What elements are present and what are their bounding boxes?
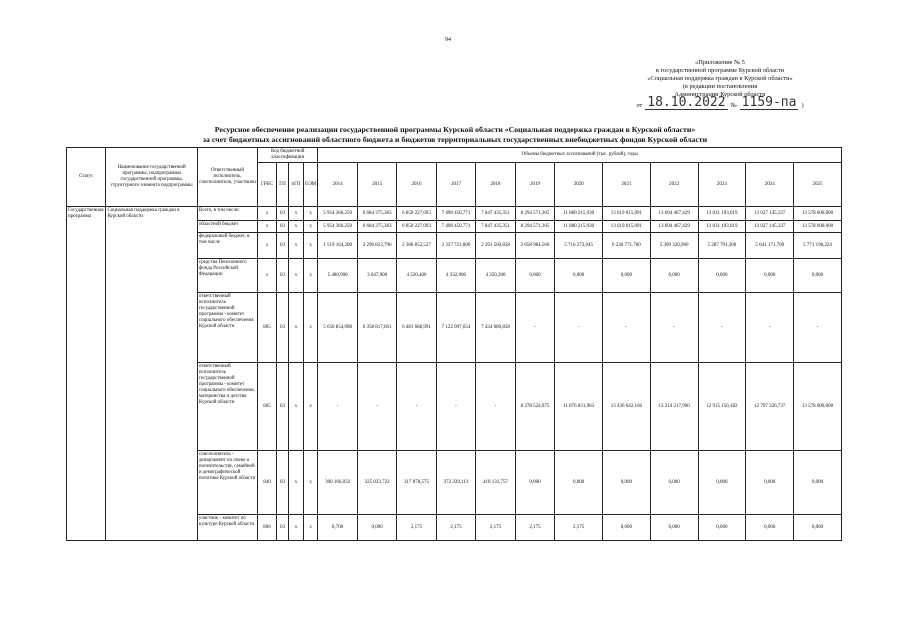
executor-cell: Всего, в том числе: xyxy=(197,207,257,221)
value-cell: 0,000 xyxy=(746,515,794,541)
value-cell: 2,175 xyxy=(515,515,554,541)
resolution-date: 18.10.2022 xyxy=(647,95,726,110)
value-cell: - xyxy=(650,293,698,363)
value-cell: 0,000 xyxy=(602,451,650,515)
value-cell: 5 716 273,045 xyxy=(555,233,603,259)
value-cell: 2,175 xyxy=(555,515,603,541)
resource-table xyxy=(66,147,842,541)
value-cell: 11 876 831,963 xyxy=(555,363,603,451)
value-cell: 13 027 145,337 xyxy=(746,207,794,221)
value-cell: - xyxy=(318,363,357,451)
value-cell: 0,000 xyxy=(746,451,794,515)
code-cell: x xyxy=(289,293,304,363)
code-cell: x xyxy=(303,221,318,233)
header-year: 2023 xyxy=(698,163,746,207)
value-cell: 2,175 xyxy=(476,515,515,541)
value-cell: 0,000 xyxy=(515,259,554,293)
value-cell: 0,000 xyxy=(602,259,650,293)
title-line-2: за счет бюджетных ассигнований областного бюджета и бюджетов территориальных государственных внебюджетных фондов Курской области xyxy=(202,135,708,144)
header-grbs: ГРБС xyxy=(258,163,277,207)
value-cell: 6 684 375,383 xyxy=(357,221,396,233)
header-status: Статус xyxy=(67,148,106,207)
resolution-date-line xyxy=(600,97,840,110)
appendix-line: (в редакции постановления xyxy=(682,83,758,90)
value-cell: 4 350,200 xyxy=(476,259,515,293)
appendix-line: к государственной программе Курской области xyxy=(655,67,785,74)
code-cell: x xyxy=(258,207,277,221)
value-cell: 8 294 571,305 xyxy=(515,207,554,221)
header-name: Наименование государственной программы, подпрограммы государственной программы, структурного элемента подпрограммы xyxy=(106,148,197,207)
executor-cell: участник - комитет по культуре Курской области xyxy=(197,515,257,541)
value-cell: - xyxy=(698,293,746,363)
value-cell: 13 031 193,019 xyxy=(698,221,746,233)
value-cell: 13 436 642,166 xyxy=(602,363,650,451)
table-body xyxy=(67,207,842,541)
value-cell: - xyxy=(555,293,603,363)
value-cell: 6 850 227,093 xyxy=(397,207,436,221)
value-cell: 4 332,900 xyxy=(436,259,475,293)
code-cell: x xyxy=(303,363,318,451)
code-cell: x xyxy=(289,207,304,221)
code-cell: 03 xyxy=(276,221,288,233)
value-cell: 7 498 450,771 xyxy=(436,207,475,221)
value-cell: 8 278 524,975 xyxy=(515,363,554,451)
value-cell: 6 684 375,383 xyxy=(357,207,396,221)
code-cell: 805 xyxy=(258,363,277,451)
value-cell: - xyxy=(436,363,475,451)
value-cell: 317 878,575 xyxy=(397,451,436,515)
value-cell: 5 771 198,224 xyxy=(794,233,842,259)
value-cell: 5 641 171,700 xyxy=(746,233,794,259)
header-osm: ОЭМ xyxy=(303,163,318,207)
header-year: 2021 xyxy=(602,163,650,207)
code-cell: x xyxy=(289,259,304,293)
value-cell: 13 619 015,091 xyxy=(602,207,650,221)
value-cell: 2,175 xyxy=(436,515,475,541)
number-prefix: № xyxy=(730,102,737,109)
code-cell: x xyxy=(258,221,277,233)
value-cell: 13 694 467,429 xyxy=(650,221,698,233)
value-cell: - xyxy=(476,363,515,451)
code-cell: 840 xyxy=(258,451,277,515)
value-cell: 12 915 156,182 xyxy=(698,363,746,451)
value-cell: - xyxy=(746,293,794,363)
code-cell: 03 xyxy=(276,363,288,451)
document-title xyxy=(60,125,850,145)
value-cell: 13 694 467,429 xyxy=(650,207,698,221)
code-cell: x xyxy=(303,293,318,363)
value-cell: 0,000 xyxy=(602,515,650,541)
value-cell: 7 498 450,771 xyxy=(436,221,475,233)
date-prefix: от xyxy=(636,102,643,109)
value-cell: 6 236 771,700 xyxy=(602,233,650,259)
value-cell: 0,000 xyxy=(794,259,842,293)
code-cell: 03 xyxy=(276,451,288,515)
header-volumes: Объемы бюджетных ассигнований (тыс. рублей), годы xyxy=(318,148,842,163)
value-cell: 13 214 217,990 xyxy=(650,363,698,451)
table-row xyxy=(67,207,842,221)
code-cell: x xyxy=(303,259,318,293)
code-cell: x xyxy=(303,233,318,259)
value-cell: - xyxy=(602,293,650,363)
code-cell: x xyxy=(289,233,304,259)
value-cell: 5 287 791,300 xyxy=(698,233,746,259)
value-cell: 0,000 xyxy=(650,451,698,515)
code-cell: x xyxy=(289,221,304,233)
code-cell: 03 xyxy=(276,515,288,541)
value-cell: 6 850 227,093 xyxy=(397,221,436,233)
value-cell: 0,000 xyxy=(698,259,746,293)
value-cell: 13 619 015,091 xyxy=(602,221,650,233)
value-cell: 300 166,032 xyxy=(318,451,357,515)
header-year: 2019 xyxy=(515,163,554,207)
value-cell: 8,700 xyxy=(318,515,357,541)
executor-cell: средства Пенсионного фонда Российской Федерации xyxy=(197,259,257,293)
value-cell: 2 327 721,800 xyxy=(436,233,475,259)
value-cell: 0,000 xyxy=(555,451,603,515)
value-cell: 2 391 560,858 xyxy=(476,233,515,259)
value-cell: 0,000 xyxy=(794,515,842,541)
value-cell: 12 797 326,737 xyxy=(746,363,794,451)
value-cell: 5 480,900 xyxy=(318,259,357,293)
value-cell: 11 880 215,930 xyxy=(555,221,603,233)
value-cell: 372 339,113 xyxy=(436,451,475,515)
value-cell: 5 309 320,960 xyxy=(650,233,698,259)
header-pgp: пГП xyxy=(289,163,304,207)
value-cell: 5 954 366,250 xyxy=(318,207,357,221)
code-cell: x xyxy=(303,207,318,221)
code-cell: 03 xyxy=(276,259,288,293)
value-cell: - xyxy=(515,293,554,363)
value-cell: 13 578 600,000 xyxy=(794,221,842,233)
value-cell: 0,000 xyxy=(746,259,794,293)
value-cell: 13 578 600,000 xyxy=(794,207,842,221)
value-cell: 3 647,900 xyxy=(357,259,396,293)
value-cell: 5 954 366,250 xyxy=(318,221,357,233)
code-cell: x xyxy=(289,451,304,515)
appendix-line: «Приложение № 5 xyxy=(695,59,745,66)
value-cell: - xyxy=(397,363,436,451)
value-cell: 0,000 xyxy=(555,259,603,293)
header-code-group: Код бюджетной классификации xyxy=(258,148,318,163)
value-cell: 2 296 833,796 xyxy=(357,233,396,259)
value-cell: 0,000 xyxy=(650,259,698,293)
appendix-block xyxy=(600,59,840,110)
value-cell: 13 027 145,337 xyxy=(746,221,794,233)
code-cell: 03 xyxy=(276,293,288,363)
header-executor: Ответственный исполнитель, соисполнители, участники xyxy=(197,148,257,207)
value-cell: - xyxy=(357,363,396,451)
header-year: 2017 xyxy=(436,163,475,207)
header-year: 2014 xyxy=(318,163,357,207)
value-cell: 6 358 817,661 xyxy=(357,293,396,363)
value-cell: 0,000 xyxy=(698,451,746,515)
value-cell: 2 658 984,500 xyxy=(515,233,554,259)
code-cell: 806 xyxy=(258,515,277,541)
header-year: 2016 xyxy=(397,163,436,207)
header-year: 2015 xyxy=(357,163,396,207)
value-cell: 7 847 435,351 xyxy=(476,207,515,221)
value-cell: 4 520,400 xyxy=(397,259,436,293)
value-cell: 6 481 688,991 xyxy=(397,293,436,363)
value-cell: 0,000 xyxy=(357,515,396,541)
executor-cell: ответственный исполнитель государственной программы - комитет социального обеспечения, материнства и детства Курской области xyxy=(197,363,257,451)
value-cell: 7 122 097,654 xyxy=(436,293,475,363)
executor-cell: областной бюджет xyxy=(197,221,257,233)
code-cell: x xyxy=(303,451,318,515)
code-cell: x xyxy=(258,259,277,293)
header-year: 2018 xyxy=(476,163,515,207)
status-cell: Государственная программа xyxy=(67,207,106,541)
header-year: 2020 xyxy=(555,163,603,207)
code-cell: x xyxy=(289,515,304,541)
value-cell: 5 650 854,098 xyxy=(318,293,357,363)
executor-cell: федеральный бюджет, в том числе xyxy=(197,233,257,259)
value-cell: 13 578 600,000 xyxy=(794,363,842,451)
code-cell: x xyxy=(258,233,277,259)
header-year: 2022 xyxy=(650,163,698,207)
value-cell: 2 380 852,527 xyxy=(397,233,436,259)
value-cell: 7 847 435,351 xyxy=(476,221,515,233)
code-cell: x xyxy=(289,363,304,451)
code-cell: x xyxy=(303,515,318,541)
code-cell: 03 xyxy=(276,233,288,259)
value-cell: 1 519 164,200 xyxy=(318,233,357,259)
executor-cell: ответственный исполнитель государственной программы - комитет социального обеспечения Курской области xyxy=(197,293,257,363)
page-number: 94 xyxy=(445,37,451,43)
value-cell: 7 434 080,858 xyxy=(476,293,515,363)
code-cell: 805 xyxy=(258,293,277,363)
header-gp: ГП xyxy=(276,163,288,207)
code-cell: 03 xyxy=(276,207,288,221)
value-cell: 2,175 xyxy=(397,515,436,541)
executor-cell: соисполнитель - департамент по опеке и попечительству, семейной и демографической политике Курской области xyxy=(197,451,257,515)
appendix-line: «Социальная поддержка граждан в Курской области» xyxy=(647,75,793,82)
header-year: 2025 xyxy=(794,163,842,207)
program-name-cell: Социальная поддержка граждан в Курской области xyxy=(106,207,197,541)
value-cell: 0,000 xyxy=(794,451,842,515)
value-cell: 0,000 xyxy=(698,515,746,541)
value-cell: 410 131,757 xyxy=(476,451,515,515)
value-cell: 11 880 215,930 xyxy=(555,207,603,221)
value-cell: 13 031 193,019 xyxy=(698,207,746,221)
value-cell: 0,000 xyxy=(650,515,698,541)
value-cell: - xyxy=(794,293,842,363)
title-line-1: Ресурсное обеспечение реализации государственной программы Курской области «Социальная поддержка граждан в Курской области» xyxy=(214,125,696,134)
closing-paren: ) xyxy=(801,102,804,109)
appendix-line: Администрации Курской области xyxy=(674,91,766,98)
value-cell: 325 033,722 xyxy=(357,451,396,515)
header-year: 2024 xyxy=(746,163,794,207)
value-cell: 0,000 xyxy=(515,451,554,515)
value-cell: 8 294 571,305 xyxy=(515,221,554,233)
resolution-number: 1159-па xyxy=(741,95,797,110)
